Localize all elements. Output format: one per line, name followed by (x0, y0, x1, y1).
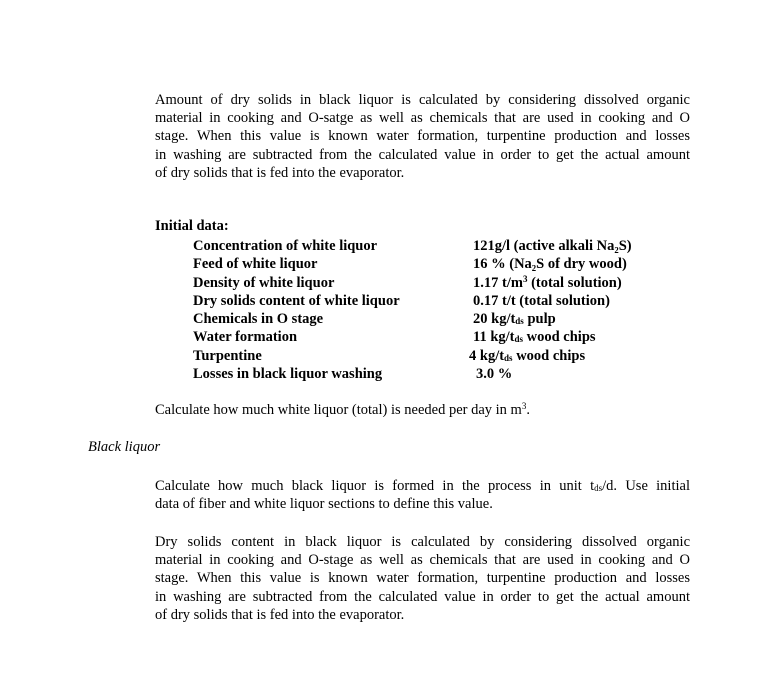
data-label: Concentration of white liquor (193, 238, 378, 254)
white-liquor-question: Calculate how much white liquor (total) is needed per day in $m^3$. (155, 401, 530, 418)
data-value: 20 $kg/t_{ds}$ pulp (473, 311, 556, 328)
data-row-density (193, 274, 653, 292)
initial-data-table (193, 237, 653, 383)
black-liquor-p1-line-2: data of fiber and white liquor sections to define this value. (155, 496, 493, 513)
data-label: Feed of white liquor (193, 256, 318, 273)
initial-data-heading: Initial data: (155, 218, 229, 234)
black-liquor-p2-line-1: Dry solids content in black liquor is calculated by considering dissolved organic (155, 534, 690, 550)
black-liquor-p2-line-2: material in cooking and O-stage as well as chemicals that are used in cooking and O (155, 552, 690, 569)
data-row-water-formation (193, 328, 653, 346)
data-value: 0.17 t/t (total solution) (473, 292, 610, 309)
data-label: Dry solids content of white liquor (193, 292, 400, 309)
data-label: Losses in black liquor washing (193, 366, 383, 383)
data-value: 121g/l (active alkali Na₂S) (473, 238, 632, 254)
black-liquor-p1-line-1: Calculate how much black liquor is formed in the process in unit $t_{ds}/d$. Use initial (155, 478, 690, 494)
intro-line-3: stage. When this value is known water formation, turpentine production and losses (155, 128, 690, 145)
black-liquor-p2-line-3: stage. When this value is known water formation, turpentine production and losses (155, 570, 690, 587)
black-liquor-p2-line-4: in washing are subtracted from the calculated value in order to get the actual amount (155, 588, 690, 605)
data-label: Chemicals in O stage (193, 311, 324, 328)
data-row-feed (193, 255, 653, 273)
intro-line-2: material in cooking and O-satge as well as chemicals that are used in cooking and O (155, 110, 690, 127)
black-liquor-p2-line-5: of dry solids that is fed into the evaporator. (155, 606, 405, 623)
data-value: 16 % (Na₂S of dry wood) (473, 256, 627, 273)
data-row-losses (193, 365, 653, 383)
data-value: 4 $kg/t_{ds}$ wood chips (469, 347, 586, 364)
section-title-black-liquor: Black liquor (88, 439, 161, 455)
data-label: Density of white liquor (193, 274, 335, 291)
data-row-chemicals (193, 310, 653, 328)
data-label: Water formation (193, 329, 298, 346)
data-value: 1.17 $t/m^3$ (total solution) (473, 273, 622, 291)
data-row-dry-solids (193, 292, 653, 310)
black-liquor-paragraph-2 (155, 533, 690, 624)
data-label: Turpentine (193, 347, 262, 364)
intro-paragraph (155, 91, 690, 182)
intro-line-4: in washing are subtracted from the calculated value in order to get the actual amount (155, 146, 690, 163)
intro-line-5: of dry solids that is fed into the evaporator. (155, 164, 405, 181)
data-value: 11 $kg/t_{ds}$ wood chips (473, 329, 596, 346)
intro-line-1: Amount of dry solids in black liquor is calculated by considering dissolved organic (155, 92, 690, 108)
black-liquor-paragraph-1 (155, 477, 690, 513)
data-row-turpentine (193, 347, 653, 365)
data-row-concentration (193, 237, 653, 255)
data-value: 3.0 % (476, 366, 513, 383)
